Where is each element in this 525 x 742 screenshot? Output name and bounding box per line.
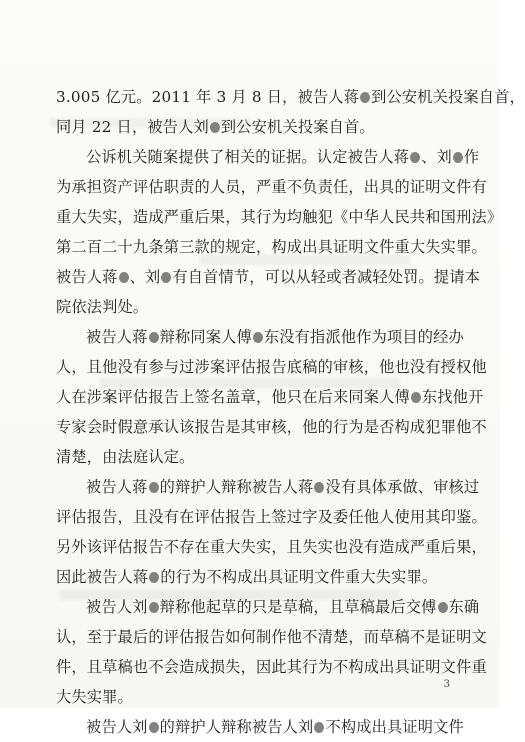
text-segment: 被告人蒋 [86,328,148,346]
text-line [56,502,487,532]
text-segment: 的行为不构成出具证明文件重大失实罪。 [160,568,438,586]
text-segment: 被告人蒋 [86,478,148,496]
text-line [56,382,484,412]
redaction-mark [438,602,448,613]
text-segment: 有自首情节，可以从轻或者减轻处罚。提请本 [172,268,481,286]
text-segment: 东确 [448,598,480,616]
text-segment: 院依法判处。 [56,298,149,316]
redaction-mark [119,272,129,283]
text-segment: 被告人刘 [86,598,148,616]
text-line [56,262,481,292]
text-segment: 件，且草稿也不会造成损失，因此其行为不构成出具证明文件重 [56,658,487,676]
text-segment: 人在涉案评估报告上签名盖章，他只在后来同案人傅 [56,388,410,406]
text-segment: 为承担资产评估职责的人员，严重不负责任，出具的证明文件有 [56,178,487,196]
text-line [56,412,487,442]
text-segment: 因此被告人蒋 [56,568,149,586]
text-segment: 辩称他起草的只是草稿，且草稿最后交傅 [159,598,437,616]
redaction-mark [360,92,370,103]
text-line [56,352,487,382]
text-line [56,562,464,592]
text-line [56,652,487,682]
page-number: 3 [443,679,450,690]
redaction-mark [149,482,159,493]
text-segment: 大失实罪。 [56,688,133,706]
redaction-mark [149,602,159,613]
text-segment: 到公安机关投案自首。 [220,118,375,136]
text-line [56,82,525,112]
text-segment: 同月 22 日，被告人刘 [56,118,209,136]
text-line [56,592,480,622]
text-segment: 到公安机关投案自首， [371,88,525,106]
redaction-mark [314,482,324,493]
text-segment: 被告人蒋 [56,268,118,286]
text-segment: 被告人刘 [86,718,148,736]
text-line [56,622,487,652]
text-segment: 、刘 [421,148,452,166]
redaction-mark [314,722,324,733]
text-line [56,682,464,712]
text-segment: 人，且他没有参与过涉案评估报告底稿的审核，他也没有授权他 [56,358,487,376]
text-segment: 评估报告，且没有在评估报告上签过字及委任他人使用其印鉴。 [56,508,487,526]
redaction-mark [161,272,171,283]
text-line [56,532,487,562]
text-segment: 作 [463,148,480,166]
text-line [56,142,480,172]
text-segment: 专家会时假意承认该报告是其审核，他的行为是否构成犯罪他不 [56,418,487,436]
text-segment: 没有具体承做、审核过 [325,478,480,496]
redaction-mark [149,572,159,583]
text-segment: 、刘 [129,268,161,286]
text-segment: 认，至于最后的评估报告如何制作他不清楚，而草稿不是证明文 [56,628,487,646]
redaction-mark [410,152,420,163]
text-segment: 辩称同案人傅 [159,328,252,346]
text-line [56,232,487,262]
document-body [56,82,525,742]
text-line [56,472,480,502]
text-line [56,202,503,232]
text-line [56,712,464,742]
redaction-mark [149,332,159,343]
redaction-mark [411,392,421,403]
text-segment: 公诉机关随案提供了相关的证据。认定被告人蒋 [86,148,410,166]
text-segment: 重大失实，造成严重后果，其行为均触犯《中华人民共和国刑法》 [56,208,503,226]
text-segment: 东找他开 [421,388,484,406]
text-line [56,172,487,202]
text-segment: 的辩护人辩称被告人蒋 [159,478,314,496]
text-segment: 清楚，由法庭认定。 [56,448,195,466]
redaction-mark [453,152,463,163]
text-line [56,322,464,352]
text-line [56,112,464,142]
text-segment: 第二百二十九条第三款的规定，构成出具证明文件重大失实罪。 [56,238,487,256]
text-segment: 另外该评估报告不存在重大失实，且失实也没有造成严重后果， [56,538,487,556]
text-segment: 的辩护人辩称被告人刘 [159,718,314,736]
redaction-mark [149,722,159,733]
text-segment: 不构成出具证明文件 [325,718,464,736]
redaction-mark [210,122,220,133]
text-segment: 3.005 亿元。2011 年 3 月 8 日，被告人蒋 [56,88,360,106]
text-line [56,442,464,472]
text-segment: 东没有指派他作为项目的经办 [263,328,464,346]
redaction-mark [253,332,263,343]
text-line [56,292,464,322]
